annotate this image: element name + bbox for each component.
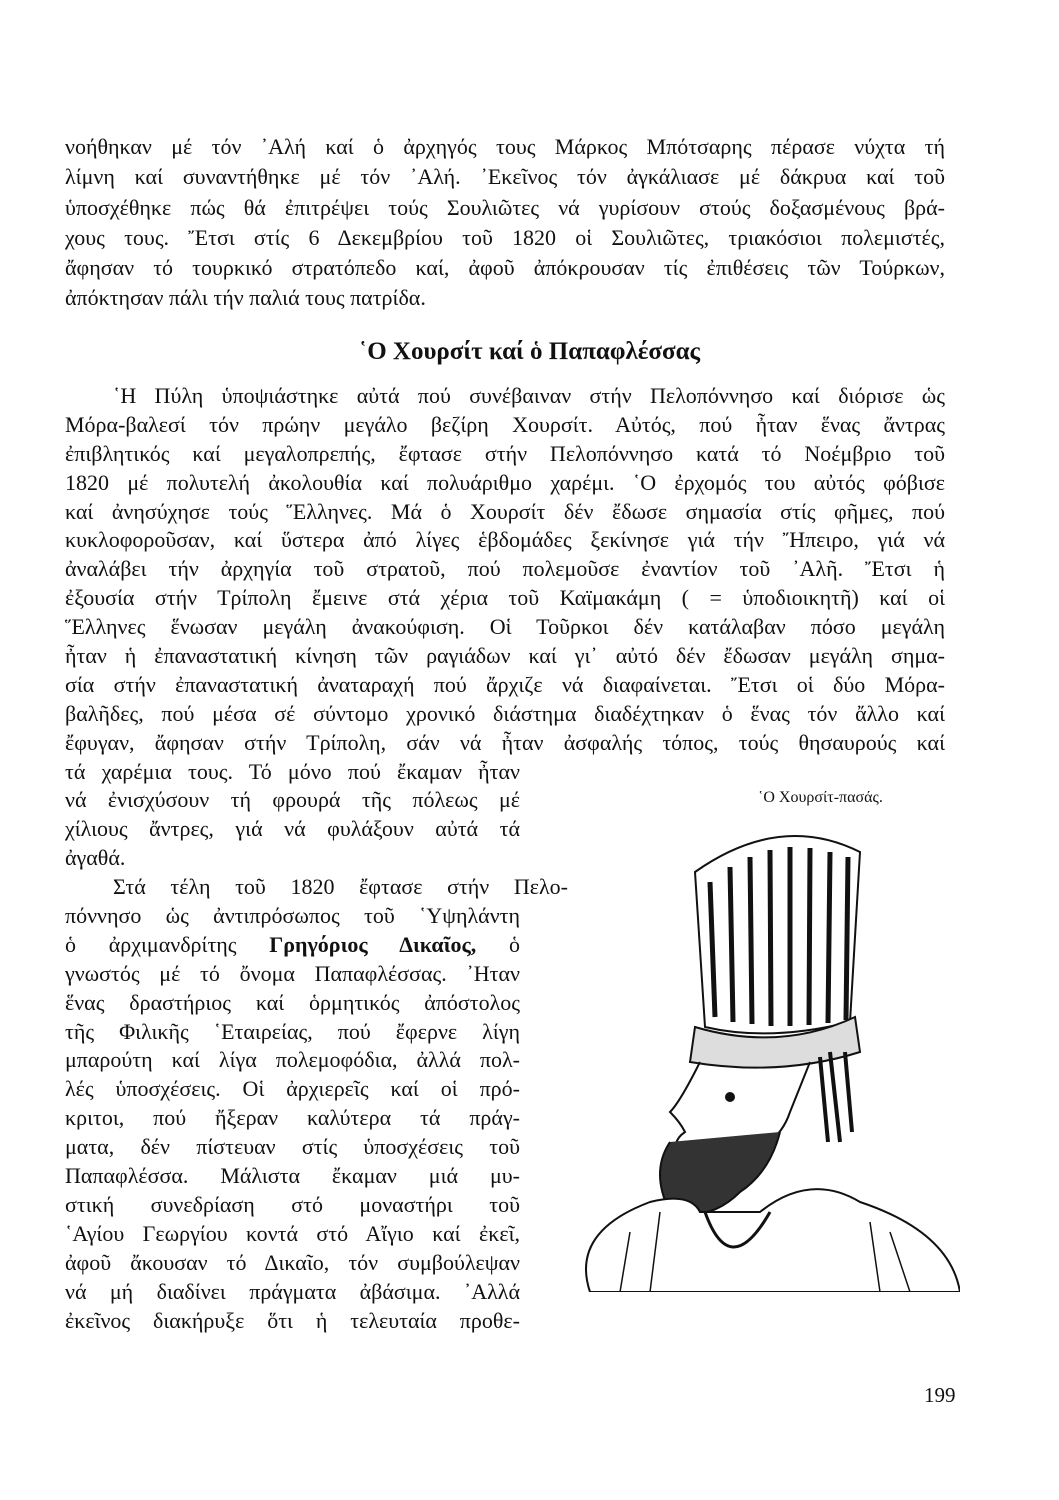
- text-line: ἔφυγαν, ἄφησαν στήν Τρίπολη, σάν νά ἦταν ἀσφαλής τόπος, τούς θησαυρούς καί: [65, 729, 945, 755]
- text-line: ῾Η Πύλη ὑποψιάστηκε αὐτά πού συνέβαιναν στήν Πελοπόννησο καί διόρισε ὡς: [113, 383, 945, 408]
- portrait-caption: ῾Ο Χουρσίτ-πασάς.: [758, 789, 883, 806]
- text-line: ἀφοῦ ἄκουσαν τό Δικαῖο, τόν συμβούλεψαν: [65, 1249, 520, 1275]
- text-line: βαλῆδες, πού μέσα σέ σύντομο χρονικό διάστημα διαδέχτηκαν ὁ ἕνας τόν ἄλλο καί: [65, 700, 945, 726]
- text-line: μπαρούτη καί λίγα πολεμοφόδια, ἀλλά πολ-: [65, 1047, 520, 1073]
- text-line: νά μή διαδίνει πράγματα ἀβάσιμα. ᾿Αλλά: [65, 1278, 520, 1304]
- portrait-illustration: [530, 812, 960, 1292]
- text-line: 1820 μέ πολυτελή ἀκολουθία καί πολυάριθμο χαρέμι. ῾Ο ἐρχομός του αὐτός φόβισε: [65, 469, 945, 495]
- text-line: Μόρα-βαλεσί τόν πρώην μεγάλο βεζίρη Χουρσίτ. Αὐτός, πού ἦταν ἕνας ἄντρας: [65, 411, 945, 437]
- text-line: Στά τέλη τοῦ 1820 ἔφτασε στήν Πελο-: [113, 874, 568, 900]
- text-span: ὁ ἀρχιμανδρίτης: [65, 931, 270, 957]
- text-line: πόννησο ὡς ἀντιπρόσωπος τοῦ ῾Υψηλάντη: [65, 903, 520, 929]
- text-line: νοήθηκαν μέ τόν ᾿Αλή καί ὁ ἀρχηγός τους Μάρκος Μπότσαρης πέρασε νύχτα τή: [65, 134, 945, 159]
- text-line: κριτοι, πού ἤξεραν καλύτερα τά πράγ-: [65, 1105, 520, 1131]
- text-line: Παπαφλέσσα. Μάλιστα ἔκαμαν μιά μυ-: [65, 1163, 520, 1189]
- text-line: ὑποσχέθηκε πώς θά ἐπιτρέψει τούς Σουλιῶτες νά γυρίσουν στούς δοξασμένους βρά-: [65, 194, 945, 220]
- text-line: ἀπόκτησαν πάλι τήν παλιά τους πατρίδα.: [65, 285, 426, 311]
- text-line: τῆς Φιλικῆς ῾Εταιρείας, πού ἔφερνε λίγη: [65, 1018, 520, 1044]
- page-number: 199: [924, 1383, 956, 1407]
- text-line: ἐξουσία στήν Τρίπολη ἔμεινε στά χέρια τοῦ Καϊμακάμη ( = ὑποδιοικητῆ) καί οἱ: [65, 585, 945, 611]
- text-line: ἐκεῖνος διακήρυξε ὅτι ἡ τελευταία προθε-: [65, 1307, 520, 1333]
- text-line: σία στήν ἐπαναστατική ἀναταραχή πού ἄρχιζε νά διαφαίνεται. Ἔτσι οἱ δύο Μόρα-: [65, 671, 945, 697]
- text-span: ὁ: [476, 931, 521, 957]
- text-line: στική συνεδρίαση στό μοναστήρι τοῦ: [65, 1191, 520, 1217]
- text-line: κυκλοφοροῦσαν, καί ὕστερα ἀπό λίγες ἑβδομάδες ξεκίνησε γιά τήν Ἤπειρο, γιά νά: [65, 527, 945, 553]
- text-line: καί ἀνησύχησε τούς Ἕλληνες. Μά ὁ Χουρσίτ δέν ἔδωσε σημασία στίς φῆμες, πού: [65, 498, 945, 524]
- text-line: λίμνη καί συναντήθηκε μέ τόν ᾿Αλή. ᾿Εκεῖνος τόν ἀγκάλιασε μέ δάκρυα καί τοῦ: [65, 164, 945, 190]
- text-line: τά χαρέμια τους. Τό μόνο πού ἔκαμαν ἦταν: [65, 758, 520, 784]
- text-line: λές ὑποσχέσεις. Οἱ ἀρχιερεῖς καί οἱ πρό-: [65, 1076, 520, 1102]
- text-line: ἀναλάβει τήν ἀρχηγία τοῦ στρατοῦ, πού πολεμοῦσε ἐναντίον τοῦ ᾿Αλῆ. Ἔτσι ἡ: [65, 556, 945, 582]
- text-line: ἦταν ἡ ἐπαναστατική κίνηση τῶν ραγιάδων καί γι᾿ αὐτό δέν ἔδωσαν μεγάλη σημα-: [65, 643, 945, 669]
- text-line: χους τους. Ἔτσι στίς 6 Δεκεμβρίου τοῦ 1820 οἱ Σουλιῶτες, τριακόσιοι πολεμιστές,: [65, 224, 945, 250]
- text-line: [65, 931, 520, 960]
- text-line: νά ἐνισχύσουν τή φρουρά τῆς πόλεως μέ: [65, 787, 520, 813]
- text-line: ἕνας δραστήριος καί ὁρμητικός ἀπόστολος: [65, 989, 520, 1015]
- bold-name: Γρηγόριος Δικαῖος,: [269, 931, 477, 957]
- text-line: ἄφησαν τό τουρκικό στρατόπεδο καί, ἀφοῦ ἀπόκρουσαν τίς ἐπιθέσεις τῶν Τούρκων,: [65, 255, 945, 281]
- text-line: ἀγαθά.: [65, 845, 126, 871]
- text-line: Ἕλληνες ἕνωσαν μεγάλη ἀνακούφιση. Οἱ Τοῦρκοι δέν κατάλαβαν πόσο μεγάλη: [65, 614, 945, 640]
- top-paragraph: [65, 132, 945, 314]
- text-line: χίλιους ἄντρες, γιά νά φυλάξουν αὐτά τά: [65, 816, 520, 842]
- section-heading: ῾Ο Χουρσίτ καί ὁ Παπαφλέσσας: [358, 338, 701, 365]
- text-line: γνωστός μέ τό ὄνομα Παπαφλέσσας. ᾿Ηταν: [65, 960, 520, 986]
- text-line: ῾Αγίου Γεωργίου κοντά στό Αἴγιο καί ἐκεῖ,: [65, 1220, 520, 1246]
- text-line: ματα, δέν πίστευαν στίς ὑποσχέσεις τοῦ: [65, 1134, 520, 1160]
- text-line: ἐπιβλητικός καί μεγαλοπρεπής, ἔφτασε στήν Πελοπόννησο κατά τό Νοέμβριο τοῦ: [65, 440, 945, 466]
